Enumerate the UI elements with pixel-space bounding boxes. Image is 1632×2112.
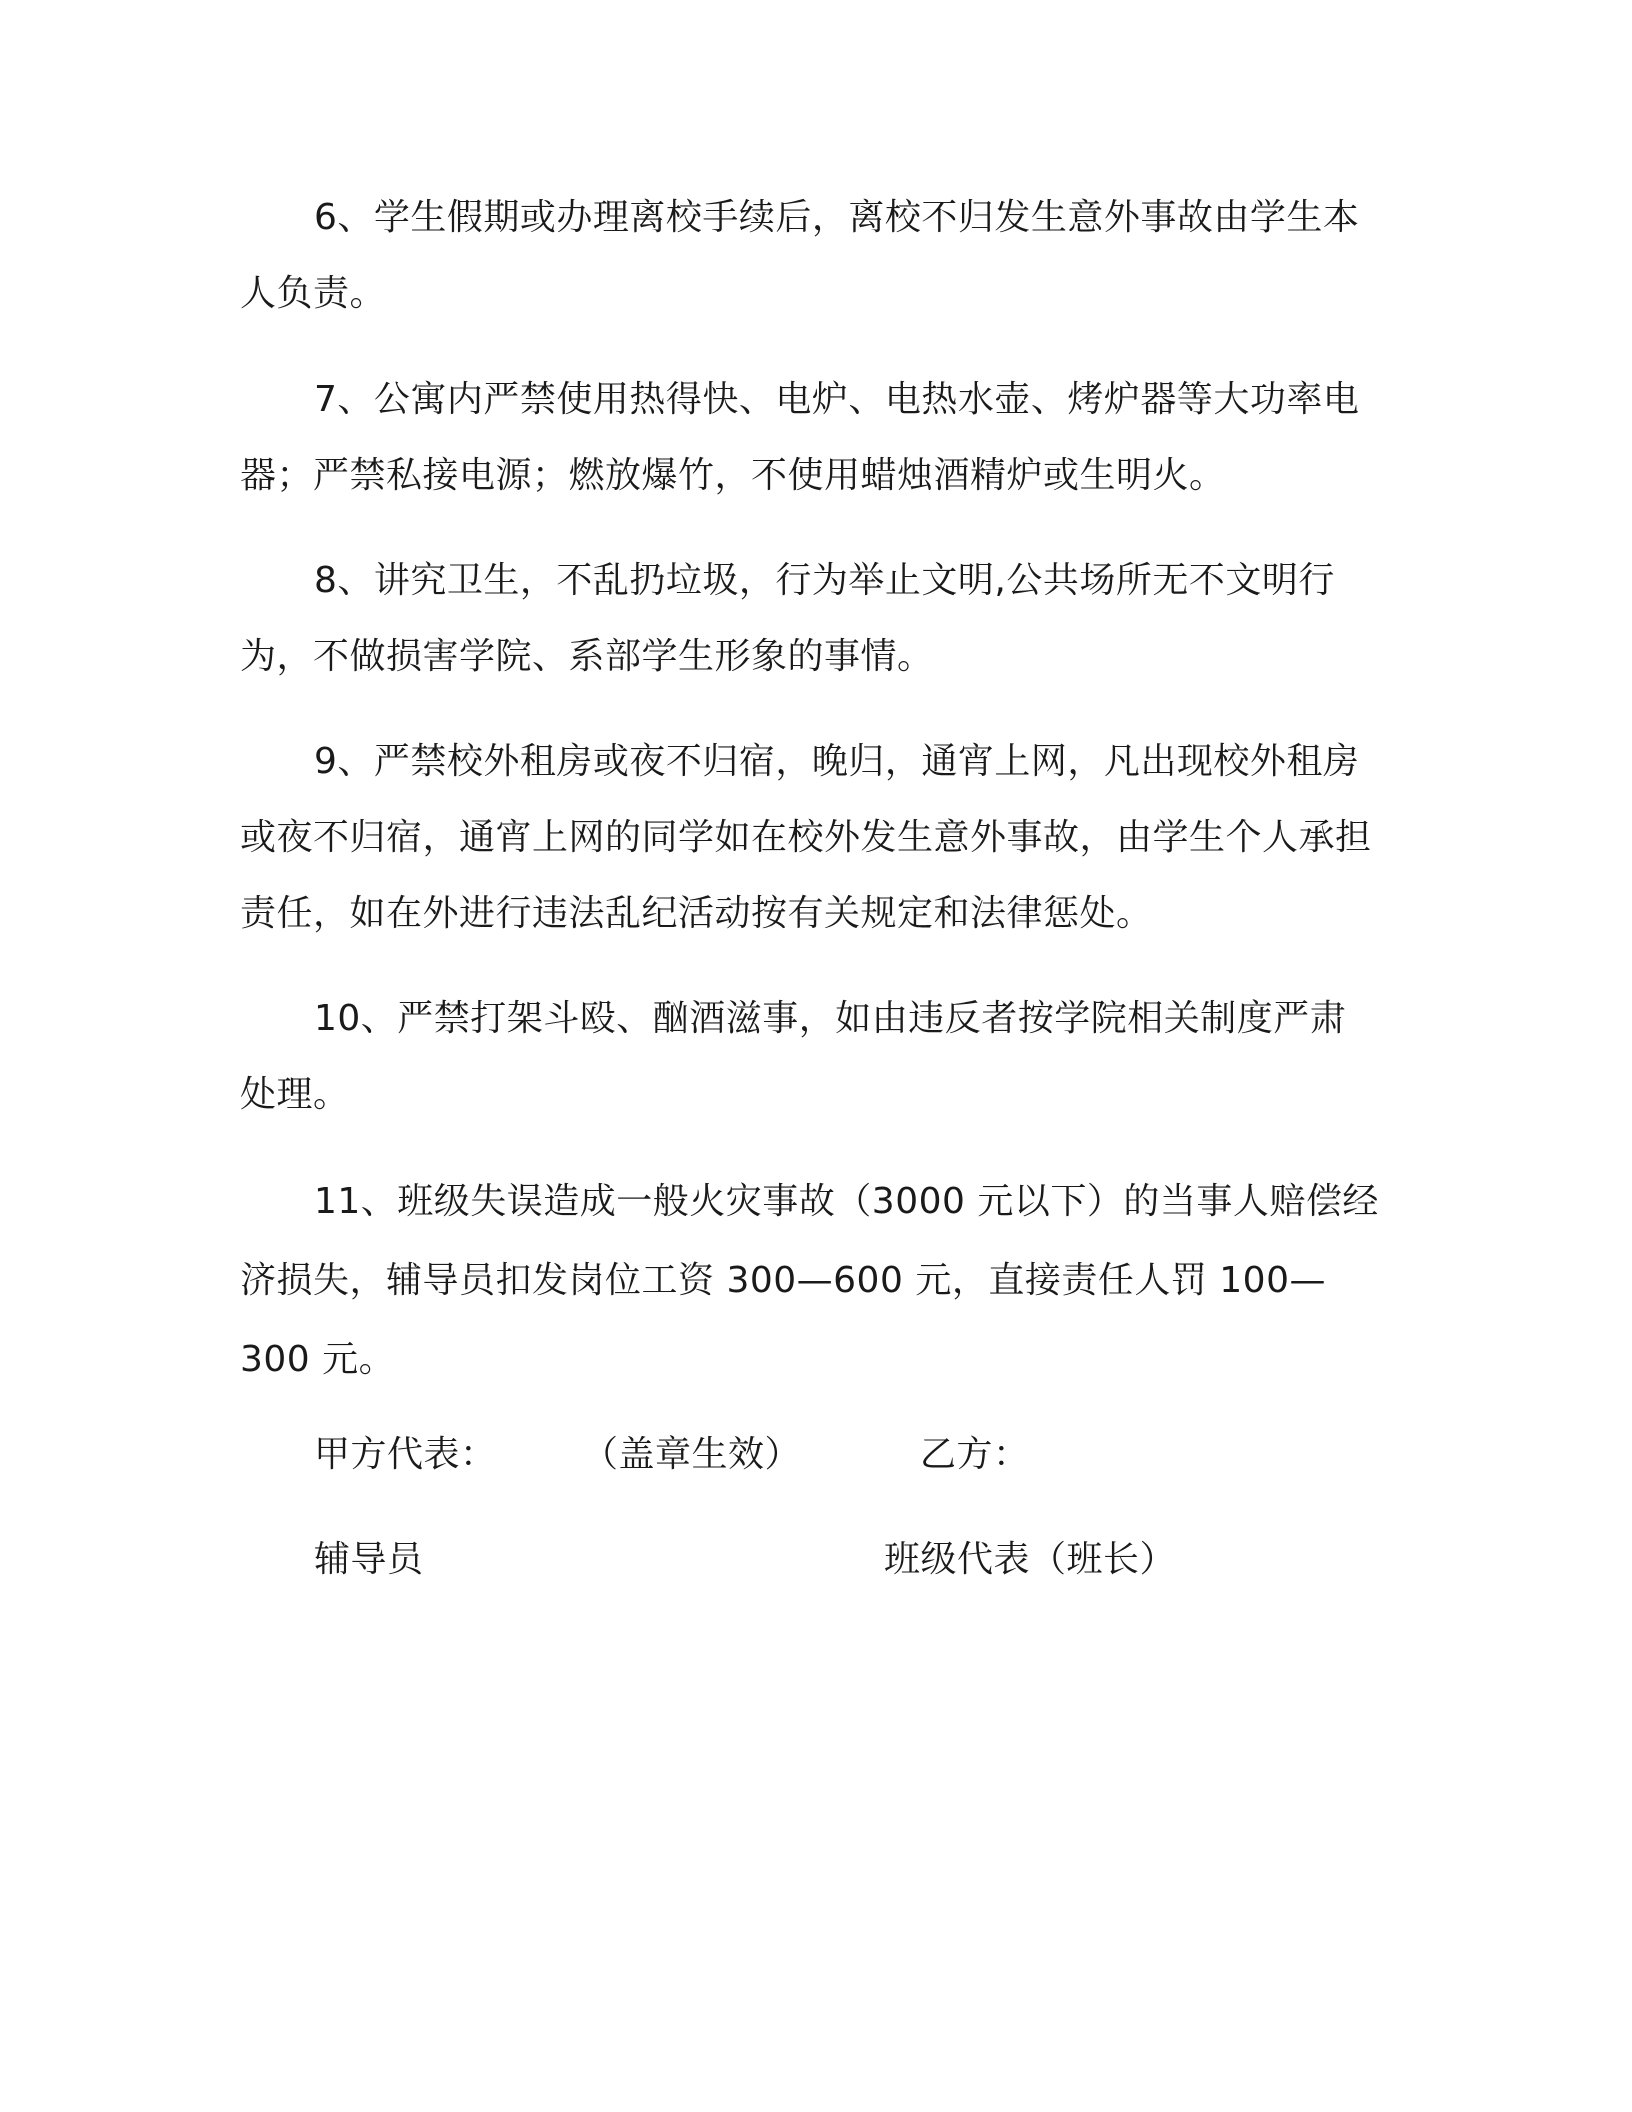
clause-6: 6、学生假期或办理离校手续后，离校不归发生意外事故由学生本人负责。 [240, 197, 1360, 314]
clause-11: 11、班级失误造成一般火灾事故（3000 元以下）的当事人赔偿经济损失，辅导员扣发岗位工资 300—600 元，直接责任人罚 100—300 元。 [240, 1181, 1379, 1380]
class-rep-label: 班级代表（班长） [884, 1539, 1177, 1580]
party-a-label: 甲方代表： [314, 1434, 497, 1475]
clause-7: 7、公寓内严禁使用热得快、电炉、电热水壶、烤炉器等大功率电器；严禁私接电源；燃放爆竹，不使用蜡烛酒精炉或生明火。 [240, 379, 1360, 496]
clause-10: 10、严禁打架斗殴、酗酒滋事，如由违反者按学院相关制度严肃处理。 [240, 998, 1347, 1115]
clause-9: 9、严禁校外租房或夜不归宿，晚归，通宵上网，凡出现校外租房或夜不归宿，通宵上网的同学如在校外发生意外事故，由学生个人承担责任，如在外进行违法乱纪活动按有关规定和法律惩处。 [240, 741, 1372, 934]
counselor-label: 辅导员 [314, 1539, 424, 1580]
seal-note: （盖章生效） [582, 1434, 802, 1475]
party-b-label: 乙方： [920, 1434, 1030, 1475]
clause-8: 8、讲究卫生，不乱扔垃圾，行为举止文明,公共场所无不文明行为，不做损害学院、系部学生形象的事情。 [240, 560, 1335, 677]
